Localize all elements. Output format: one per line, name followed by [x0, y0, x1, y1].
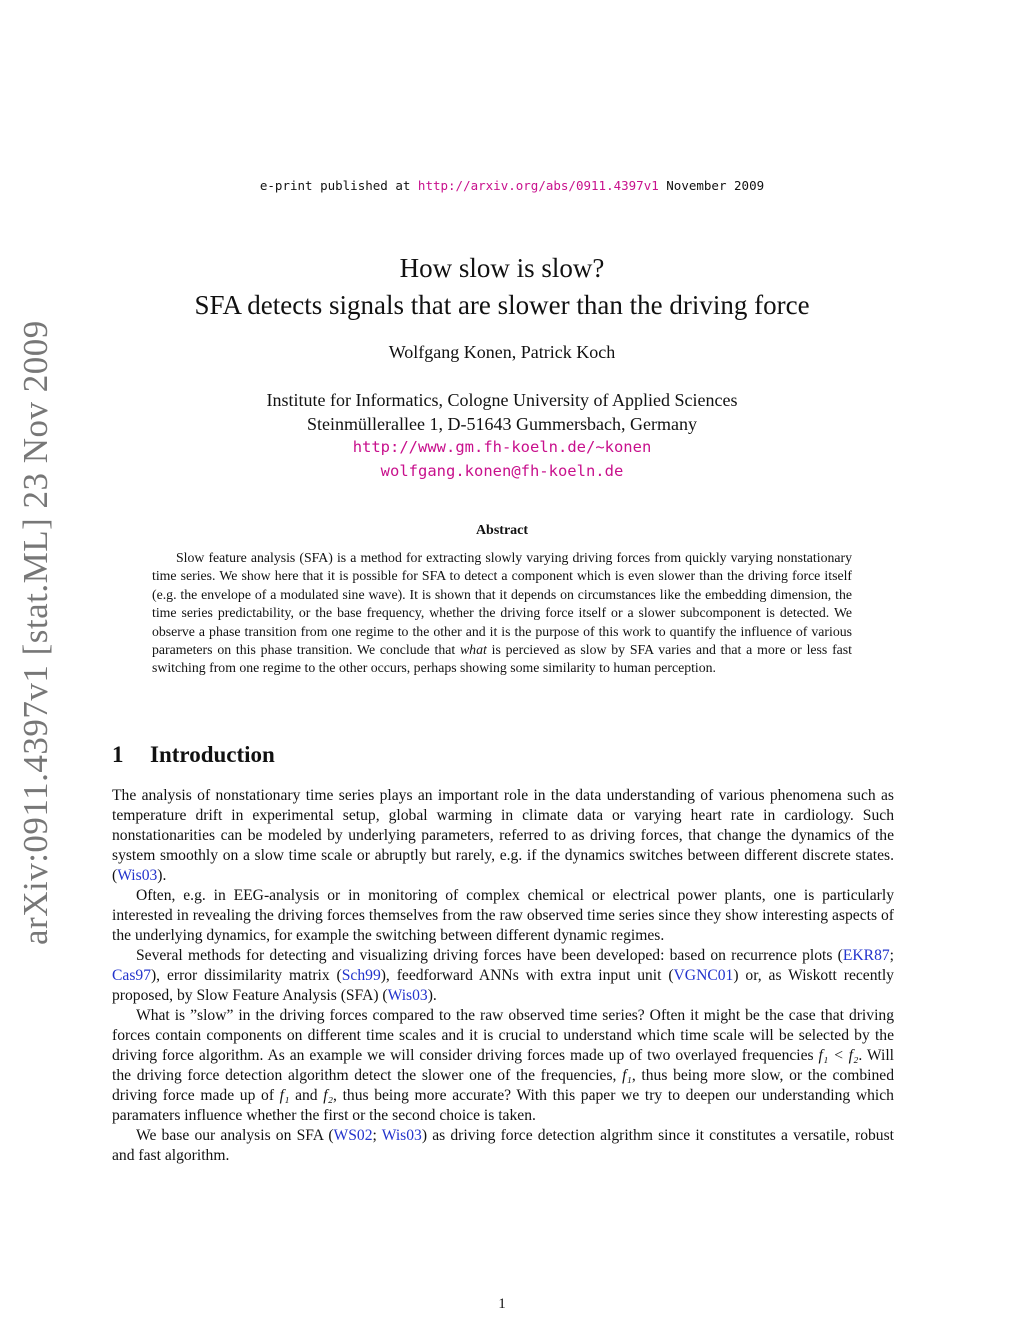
abstract-text	[152, 549, 852, 678]
paragraph-4	[112, 1006, 894, 1126]
title-line-1: How slow is slow?	[399, 253, 605, 283]
title-line-2: SFA detects signals that are slower than the driving force	[194, 290, 810, 320]
page-number: 1	[498, 1296, 506, 1312]
eprint-date: November 2009	[666, 178, 765, 193]
paragraph-1-text: The analysis of nonstationary time series plays an important role in the data understanding of various phenomena such as temperature drift in experimental setup, global warming in climate data or varying heart rate in cardiology. Such nonstationarities can be modeled by underlying parameters, referred to as driving forces, that change the dynamics of the system smoothly on a slow time scale or abruptly but rarely, e.g. if the dynamics switches between different discrete states.	[112, 787, 894, 864]
abstract-emphasis: what	[459, 642, 487, 658]
affiliation-institute: Institute for Informatics, Cologne University of Applied Sciences	[266, 390, 738, 410]
paragraph-5	[112, 1126, 894, 1166]
text-run: We base our analysis on SFA (	[136, 1127, 334, 1144]
eprint-prefix: e-print published at	[259, 178, 411, 193]
section-title: Introduction	[150, 742, 275, 767]
text-run: , thus being more accurate? With this paper we try to deepen our understanding which paramaters influence whether the first or the second choice is taken.	[112, 1087, 894, 1124]
paragraph-3	[112, 946, 894, 1006]
citation-link[interactable]: Cas97	[112, 967, 151, 984]
cite-bracket: ).	[157, 867, 167, 884]
abstract-text-part-2: is percieved as slow by SFA varies and that a more or less fast switching from one regime to the other occurs, perhaps showing some similarity to human perception.	[152, 642, 852, 676]
section-heading	[112, 742, 275, 768]
math-inline: f₂	[323, 1087, 334, 1104]
math-inline: f₁	[622, 1067, 632, 1084]
text-run: ;	[889, 947, 894, 964]
homepage-link[interactable]: http://www.gm.fh-koeln.de/~konen	[352, 438, 652, 456]
text-run: , thus being more slow, or the combined driving force made up of	[112, 1067, 894, 1104]
math-inline: f₁ < f₂	[818, 1047, 859, 1064]
text-run: ), feedforward ANNs with extra input unit (	[380, 967, 674, 984]
paper-title	[0, 250, 1004, 324]
citation-link[interactable]: Wis03	[381, 1127, 422, 1144]
eprint-notice	[0, 178, 1024, 193]
affiliation-address: Steinmüllerallee 1, D-51643 Gummersbach, Germany	[307, 413, 697, 434]
text-run: ).	[427, 987, 437, 1004]
math-inline: f₁	[279, 1087, 290, 1104]
citation-link[interactable]: VGNC01	[673, 967, 734, 984]
email-link[interactable]: wolfgang.konen@fh-koeln.de	[380, 461, 624, 480]
text-run: Several methods for detecting and visualizing driving forces have been developed: based on recurrence plots (	[136, 947, 843, 964]
cite-bracket: (	[112, 867, 118, 884]
text-run: . Will the driving force detection algorithm detect the slower one of the frequencies,	[112, 1047, 895, 1084]
citation-link[interactable]: Wis03	[117, 867, 158, 884]
paragraph-1	[112, 786, 894, 886]
citation-link[interactable]: WS02	[333, 1127, 373, 1144]
citation-link[interactable]: Sch99	[341, 967, 381, 984]
text-run: ) as driving force detection algrithm since it constitutes a versatile, robust and fast algorithm.	[112, 1127, 895, 1164]
text-run: and	[295, 1087, 318, 1104]
affiliation-block	[0, 389, 1004, 483]
text-run: ;	[372, 1127, 382, 1144]
text-run: ) or, as Wiskott recently proposed, by Slow Feature Analysis (SFA) (	[112, 967, 894, 1004]
citation-link[interactable]: EKR87	[842, 947, 890, 964]
arxiv-side-stamp: arXiv:0911.4397v1 [stat.ML] 23 Nov 2009	[16, 320, 55, 945]
abstract-text-part-1: Slow feature analysis (SFA) is a method for extracting slowly varying driving forces from quickly varying nonstationary time series. We show here that it is possible for SFA to detect a component which is even slower than the driving force itself (e.g. the envelope of a modulated sine wave). It is shown that it depends on circumstances like the embedding dimension, the time series predictability, or the base frequency, whether the driving force itself or a slower subcomponent is detected. We observe a phase transition from one regime to the other and it is the purpose of this work to quantify the influence of various parameters on this phase transition. We conclude that	[152, 550, 852, 658]
eprint-url-link[interactable]: http://arxiv.org/abs/0911.4397v1	[417, 178, 659, 193]
authors: Wolfgang Konen, Patrick Koch	[388, 342, 616, 362]
text-run: What is ”slow” in the driving forces compared to the raw observed time series? Often it might be the case that driving forces contain components on different time scales and it is crucial to understand which time scale will be selected by the driving force algorithm. As an example we will consider driving forces made up of two overlayed frequencies	[112, 1007, 894, 1064]
section-number: 1	[112, 742, 124, 767]
text-run: ), error dissimilarity matrix (	[150, 967, 342, 984]
introduction-body	[112, 786, 894, 1166]
paragraph-2: Often, e.g. in EEG-analysis or in monitoring of complex chemical or electrical power plants, one is particularly interested in revealing the driving forces themselves from the raw observed time series since they show interesting aspects of the underlying dynamics, for example the switching between different dynamic regimes.	[112, 887, 894, 944]
citation-link[interactable]: Wis03	[387, 987, 428, 1004]
abstract-heading: Abstract	[475, 523, 529, 538]
